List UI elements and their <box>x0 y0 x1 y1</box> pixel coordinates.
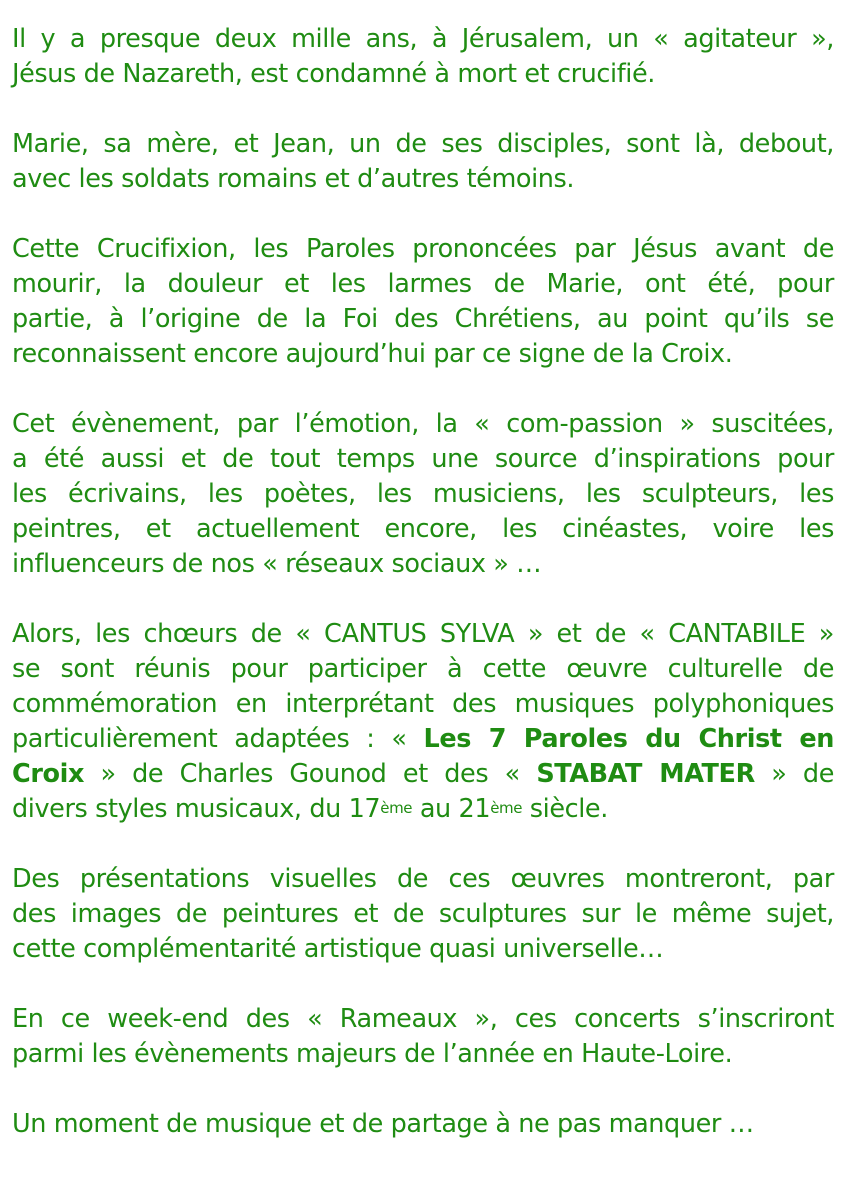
work-title-stabat-mater: STABAT MATER <box>536 759 755 789</box>
work-title-gounod: Les 7 Paroles du Christ en <box>423 724 834 754</box>
text-line: Cette Crucifixion, les Paroles prononcées par Jésus avant de <box>12 234 834 264</box>
paragraph-crucifixion <box>12 232 834 372</box>
text-line: Il y a presque deux mille ans, à Jérusalem, un « agitateur », <box>12 24 834 54</box>
text-fragment: » de <box>771 759 834 789</box>
text-line: se sont réunis pour participer à cette œuvre culturelle de <box>12 654 834 684</box>
paragraph-intro <box>12 22 834 92</box>
text-line-works <box>12 757 834 792</box>
text-line-works <box>12 722 834 757</box>
text-line: Marie, sa mère, et Jean, un de ses disciples, sont là, debout, <box>12 129 834 159</box>
paragraph-rameaux <box>12 1002 834 1072</box>
work-title-gounod-end: Croix <box>12 759 84 789</box>
text-line: En ce week-end des « Rameaux », ces concerts s’inscriront <box>12 1004 834 1034</box>
text-line: Alors, les chœurs de « CANTUS SYLVA » et de « CANTABILE » <box>12 619 834 649</box>
text-line: partie, à l’origine de la Foi des Chrétiens, au point qu’ils se <box>12 304 834 334</box>
text-fragment: au 21 <box>412 794 491 824</box>
text-fragment: divers styles musicaux, du 17 <box>12 794 381 824</box>
text-line: Jésus de Nazareth, est condamné à mort et crucifié. <box>12 59 655 89</box>
text-fragment: particulièrement adaptées : « <box>12 724 407 754</box>
document-body <box>12 22 834 1177</box>
text-line: avec les soldats romains et d’autres témoins. <box>12 164 575 194</box>
text-line: commémoration en interprétant des musiques polyphoniques <box>12 689 834 719</box>
paragraph-visuals <box>12 862 834 967</box>
text-line: Cet évènement, par l’émotion, la « com-passion » suscitées, <box>12 409 834 439</box>
text-line: des images de peintures et de sculptures sur le même sujet, <box>12 899 834 929</box>
text-fragment: siècle. <box>522 794 608 824</box>
text-fragment: » de Charles Gounod et des « <box>100 759 520 789</box>
superscript-ordinal: ème <box>490 799 523 817</box>
text-line-centuries <box>12 792 834 827</box>
text-line: cette complémentarité artistique quasi universelle… <box>12 934 664 964</box>
paragraph-witnesses <box>12 127 834 197</box>
text-line: peintres, et actuellement encore, les cinéastes, voire les <box>12 514 834 544</box>
text-line: reconnaissent encore aujourd’hui par ce signe de la Croix. <box>12 339 733 369</box>
text-line: Un moment de musique et de partage à ne pas manquer … <box>12 1109 754 1139</box>
paragraph-inspiration <box>12 407 834 582</box>
text-line: mourir, la douleur et les larmes de Marie, ont été, pour <box>12 269 834 299</box>
paragraph-choirs <box>12 617 834 827</box>
superscript-ordinal: ème <box>380 799 413 817</box>
text-line: influenceurs de nos « réseaux sociaux » … <box>12 549 542 579</box>
text-line: parmi les évènements majeurs de l’année en Haute-Loire. <box>12 1039 733 1069</box>
text-line: a été aussi et de tout temps une source d’inspirations pour <box>12 444 834 474</box>
paragraph-closing <box>12 1107 834 1142</box>
text-line: les écrivains, les poètes, les musiciens, les sculpteurs, les <box>12 479 834 509</box>
text-line: Des présentations visuelles de ces œuvres montreront, par <box>12 864 834 894</box>
